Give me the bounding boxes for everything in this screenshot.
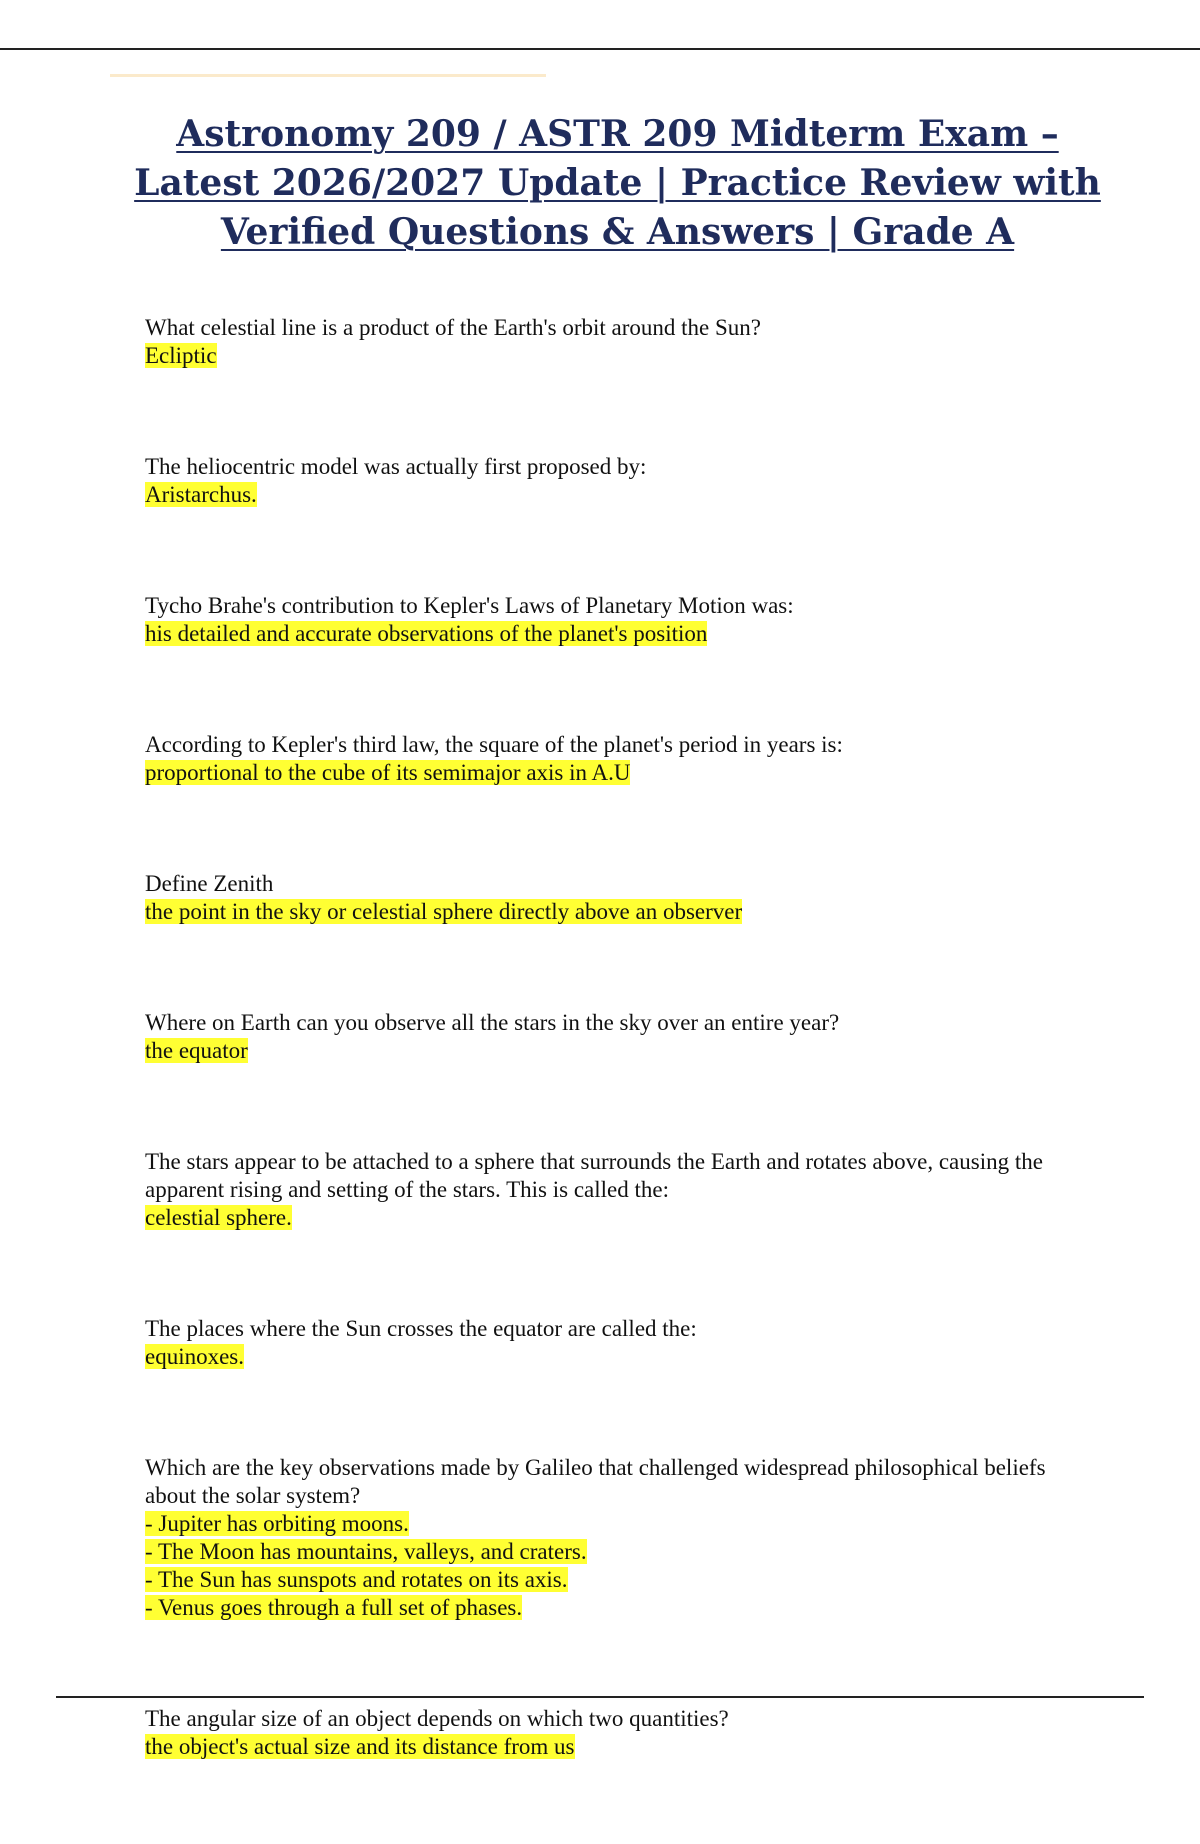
- question-text: According to Kepler's third law, the square of the planet's period in years is:: [145, 732, 843, 757]
- answer-text: the equator: [145, 1038, 248, 1063]
- answer-text: - The Moon has mountains, valleys, and craters.: [145, 1539, 587, 1564]
- title-line-1: Astronomy 209 / ASTR 209 Midterm Exam –: [176, 113, 1059, 155]
- question-text: Where on Earth can you observe all the stars in the sky over an entire year?: [145, 1010, 840, 1035]
- answer-text: equinoxes.: [145, 1344, 245, 1369]
- answer-text: the object's actual size and its distance from us: [145, 1734, 575, 1759]
- answer-text: his detailed and accurate observations of the planet's position: [145, 621, 708, 646]
- question-text: Define Zenith: [145, 871, 274, 896]
- qa-item-6: [145, 1009, 1075, 1065]
- question-text: The places where the Sun crosses the equator are called the:: [145, 1316, 697, 1341]
- title-line-3: Verified Questions & Answers | Grade A: [220, 211, 1015, 253]
- qa-item-10: [145, 1705, 1075, 1761]
- answer-text: Aristarchus.: [145, 482, 257, 507]
- qa-item-3: [145, 592, 1075, 648]
- qa-item-9: [145, 1454, 1075, 1622]
- answer-text: - The Sun has sunspots and rotates on its axis.: [145, 1567, 568, 1592]
- footer-rule: [56, 1696, 1144, 1698]
- question-list: [145, 314, 1075, 1844]
- answer-text: - Jupiter has orbiting moons.: [145, 1511, 409, 1536]
- qa-item-1: [145, 314, 1075, 370]
- answer-text: celestial sphere.: [145, 1205, 292, 1230]
- question-text: What celestial line is a product of the Earth's orbit around the Sun?: [145, 315, 762, 340]
- qa-item-8: [145, 1315, 1075, 1371]
- decorative-rule: [110, 74, 546, 77]
- title-line-2: Latest 2026/2027 Update | Practice Review with: [134, 162, 1101, 204]
- qa-item-7: [145, 1148, 1075, 1232]
- answer-text: proportional to the cube of its semimajor axis in A.U: [145, 760, 631, 785]
- document-title: [130, 110, 1105, 257]
- answer-text: Ecliptic: [145, 343, 217, 368]
- qa-item-2: [145, 453, 1075, 509]
- question-text: The angular size of an object depends on which two quantities?: [145, 1706, 729, 1731]
- question-text: The heliocentric model was actually first proposed by:: [145, 454, 647, 479]
- answer-text: - Venus goes through a full set of phases.: [145, 1595, 523, 1620]
- qa-item-5: [145, 870, 1075, 926]
- answer-text: the point in the sky or celestial sphere directly above an observer: [145, 899, 743, 924]
- header-rule: [0, 48, 1200, 50]
- question-text: The stars appear to be attached to a sphere that surrounds the Earth and rotates above, causing the apparent rising and setting of the stars. This is called the:: [145, 1149, 1043, 1202]
- question-text: Tycho Brahe's contribution to Kepler's Laws of Planetary Motion was:: [145, 593, 794, 618]
- question-text: Which are the key observations made by Galileo that challenged widespread philosophical beliefs about the solar system?: [145, 1455, 1046, 1508]
- qa-item-4: [145, 731, 1075, 787]
